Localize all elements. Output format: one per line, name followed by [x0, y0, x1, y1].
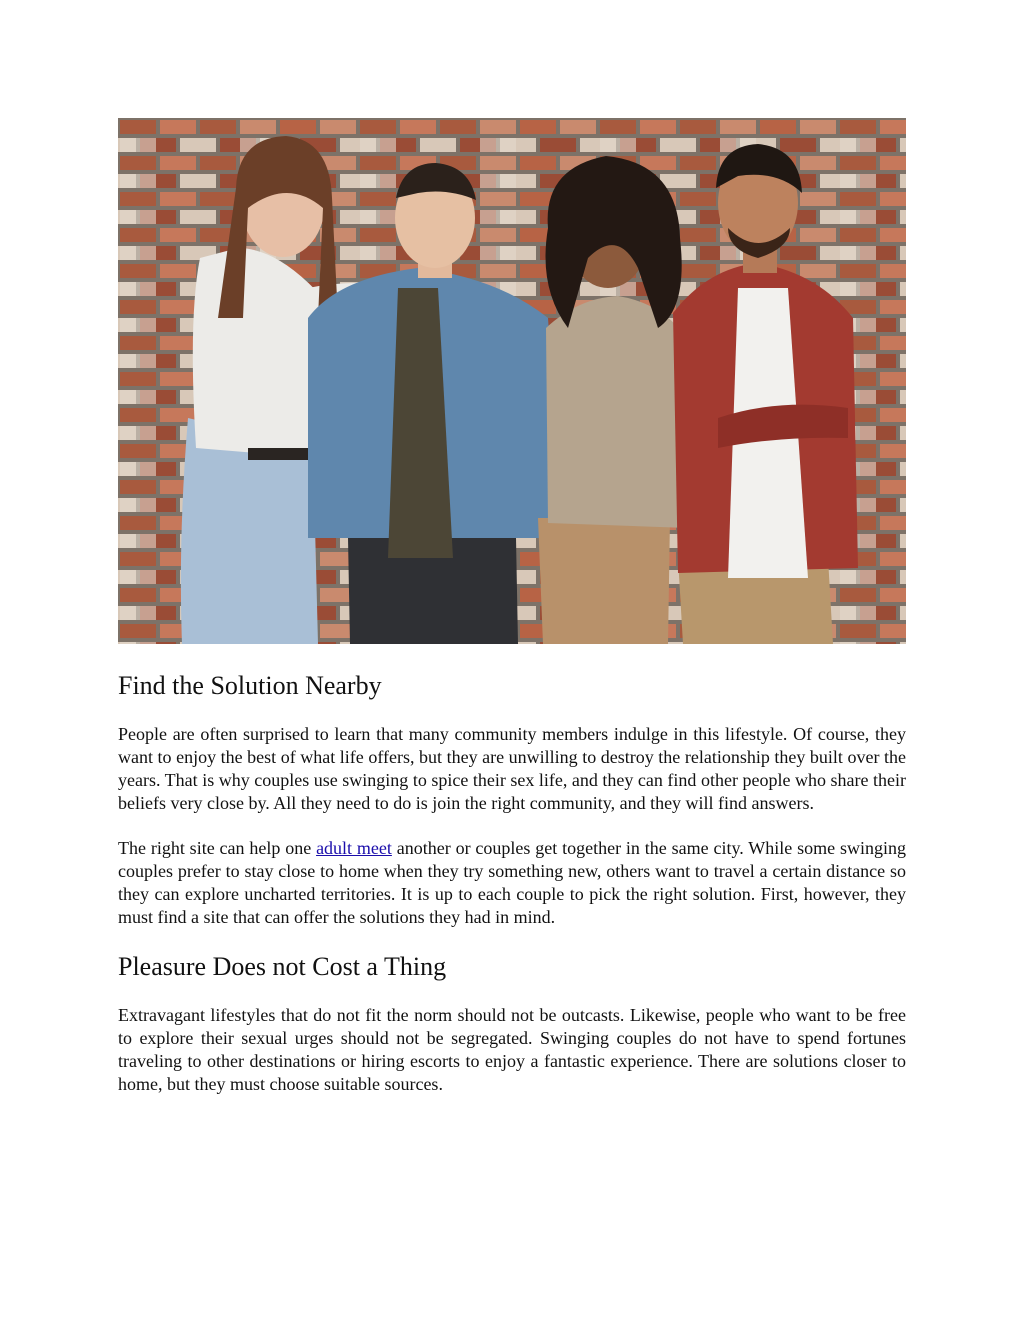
paragraph: Extravagant lifestyles that do not fit the norm should not be outcasts. Likewise, people who want to be free to explore their sexual urges should not be segregated. Swinging couples do not have to spend fortunes traveling to other destinations or hiring escorts to enjoy a fantastic experience. There are solutions closer to home, but they must choose suitable sources.	[118, 1005, 906, 1094]
section-heading-pleasure: Pleasure Does not Cost a Thing	[118, 952, 447, 981]
paragraph-text-after-link: another or couples get together in the same city. While some swinging couples prefer to stay close to home when they try something new, others want to travel a certain distance so they can explore uncharted territories. It is up to each couple to pick the right solution. First, however, they must find a site that can offer the solutions they had in mind.	[118, 838, 906, 927]
paragraph-text-before-link: The right site can help one	[118, 838, 317, 858]
group-photo	[118, 118, 906, 644]
group-photo-illustration	[118, 118, 906, 644]
document-page	[118, 118, 906, 1096]
paragraph: People are often surprised to learn that many community members indulge in this lifestyle. Of course, they want to enjoy the best of what life offers, but they are unwilling to destroy the relationship they built over the years. That is why couples use swinging to spice their sex life, and they can find other people who share their beliefs very close by. All they need to do is join the right community, and they will find answers.	[118, 724, 906, 813]
section-heading-find-solution: Find the Solution Nearby	[118, 671, 382, 700]
adult-meet-link[interactable]: adult meet	[316, 838, 392, 858]
paragraph-with-link	[118, 837, 906, 929]
